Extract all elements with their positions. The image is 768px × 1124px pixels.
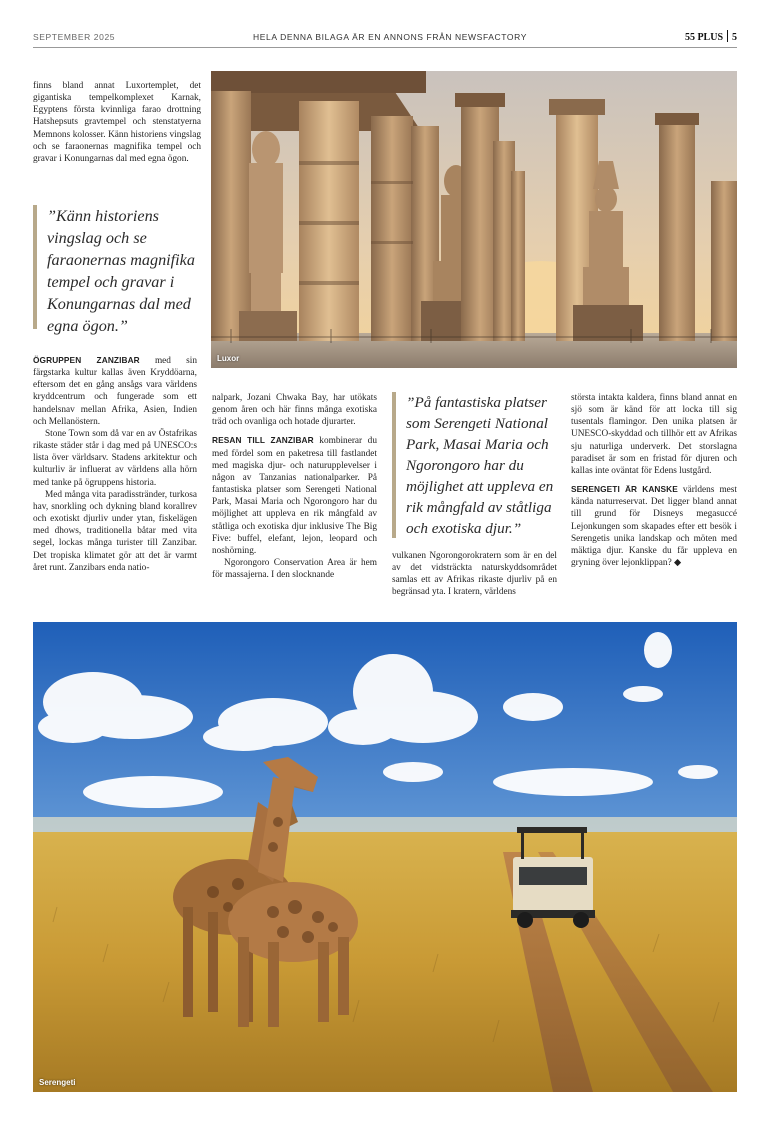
- luxor-temple-illustration: [211, 71, 737, 368]
- col4-p2-text: världens mest kända naturreservat. Det ligger bland annat till grund för Disneys megasuccé Lejonkungen som skapades efter ett besök i Serengetis unika landskap och möten med mäktiga djur. Kanske du får uppleva en gryning över lejonklippan? ◆: [571, 485, 737, 569]
- col4-runin: SERENGETI ÄR KANSKE: [571, 484, 678, 495]
- issue-date: SEPTEMBER 2025: [33, 32, 116, 42]
- col1-runin: ÖGRUPPEN ZANZIBAR: [33, 355, 140, 365]
- col4-paragraph-2: [571, 483, 737, 569]
- column-1: [33, 354, 197, 574]
- col2-paragraph-1: nalpark, Jozani Chwaka Bay, har utökats genom åren och här finns många exotiska träd och ovanliga och hotade djurarter.: [212, 393, 377, 428]
- intro-text: [33, 80, 201, 165]
- serengeti-illustration: [33, 622, 737, 1092]
- col2-paragraph-2: [212, 434, 377, 557]
- header-rule: [33, 47, 737, 48]
- column-4: [571, 392, 737, 569]
- pull-quote-serengeti: ”På fantastiska platser som Serengeti National Park, Masai Maria och Ngorongoro har du möjlighet att uppleva en rik mångfald av ståtliga och exotiska djur.”: [392, 392, 564, 538]
- luxor-caption: Luxor: [217, 354, 240, 363]
- col4-paragraph-1: största intakta kaldera, finns bland annat en sjö som är känd för att locka till sig tusentals flamingor. Den unika platsen är UNESCO-skyddad och tillhör ett av Afrikas sju naturliga underverk. Det storslagna paradiset är som en fristad för djuren och kallas inte oväntat för Edens lustgård.: [571, 393, 737, 476]
- serengeti-caption: Serengeti: [39, 1078, 76, 1087]
- column-3: [392, 550, 557, 599]
- pull-quote-luxor: ”Känn historiens vingslag och se faraonernas magnifika tempel och gravar i Konungarnas dal med egna ögon.”: [33, 205, 203, 329]
- page-header: [33, 30, 737, 48]
- col3-paragraph-1: vulkanen Ngorongorokratern som är en del av det vidsträckta naturskyddsområdet samlas ett av Afrikas rikaste djurliv på en begränsad yta. I kratern, världens: [392, 551, 557, 598]
- publication-name: 55 PLUS: [684, 32, 723, 43]
- col2-runin: RESAN TILL ZANZIBAR: [212, 435, 314, 446]
- col1-paragraph-2: Stone Town som då var en av Östafrikas rikaste städer står i dag med på UNESCO:s lista över världsarv. Stadens arkitektur och kulturliv är influerat av världens alla hörn med tanke på ögruppens historia.: [33, 428, 197, 488]
- publication-mark: [685, 30, 737, 43]
- header-separator: [727, 30, 728, 42]
- col2-p2-text: kombinerar du med fördel som en paketresa till fastlandet med magiska djur- och naturupplevelser i någon av Tanzanias nationalparker. På fantastiska platser som Serengeti National Park, Masai Maria och Ngorongoro har du möjlighet att uppleva en rik mångfald av ståtliga och exotiska djur inklusive The Big Five: buffel, elefant, lejon, leopard och noshörning.: [212, 436, 377, 556]
- column-2: [212, 392, 377, 581]
- luxor-temple-photo: [211, 71, 737, 368]
- col1-paragraph-3: Med många vita paradisstränder, turkosa hav, snorkling och dykning bland korallrev och exotiskt djurliv under ytan, fiskelägen med dhows, traditionella båtar med vita segel, lockas många turister till Zanzibar. Det tropiska klimatet gör att det är varmt året runt. Zanzibars enda natio-: [33, 489, 197, 573]
- advertisement-banner: HELA DENNA BILAGA ÄR EN ANNONS FRÅN NEWSFACTORY: [253, 32, 527, 42]
- serengeti-giraffes-photo: [33, 622, 737, 1092]
- col1-paragraph-1: [33, 354, 197, 428]
- col2-paragraph-3: Ngorongoro Conservation Area är hem för massajerna. I den slocknande: [212, 558, 377, 581]
- intro-paragraph: finns bland annat Luxortemplet, det gigantiska tempelkomplexet Karnak, Egyptens första kvinnliga farao drottning Hatshepsuts gravtempel och stenstatyerna Memnons kolosser. Känn historiens vingslag och se faraonernas magnifika tempel och gravar i Konungarnas dal med egna ögon.: [33, 81, 201, 164]
- col1-p1-text: med sin färgstarka kultur kallas även Kryddöarna, eftersom det en gång ansågs vara världens kryddcentrum och fungerade som ett handelsnav mellan Afrika, Asien, Indien och Mellanöstern.: [33, 356, 197, 427]
- page-number: 5: [732, 32, 737, 43]
